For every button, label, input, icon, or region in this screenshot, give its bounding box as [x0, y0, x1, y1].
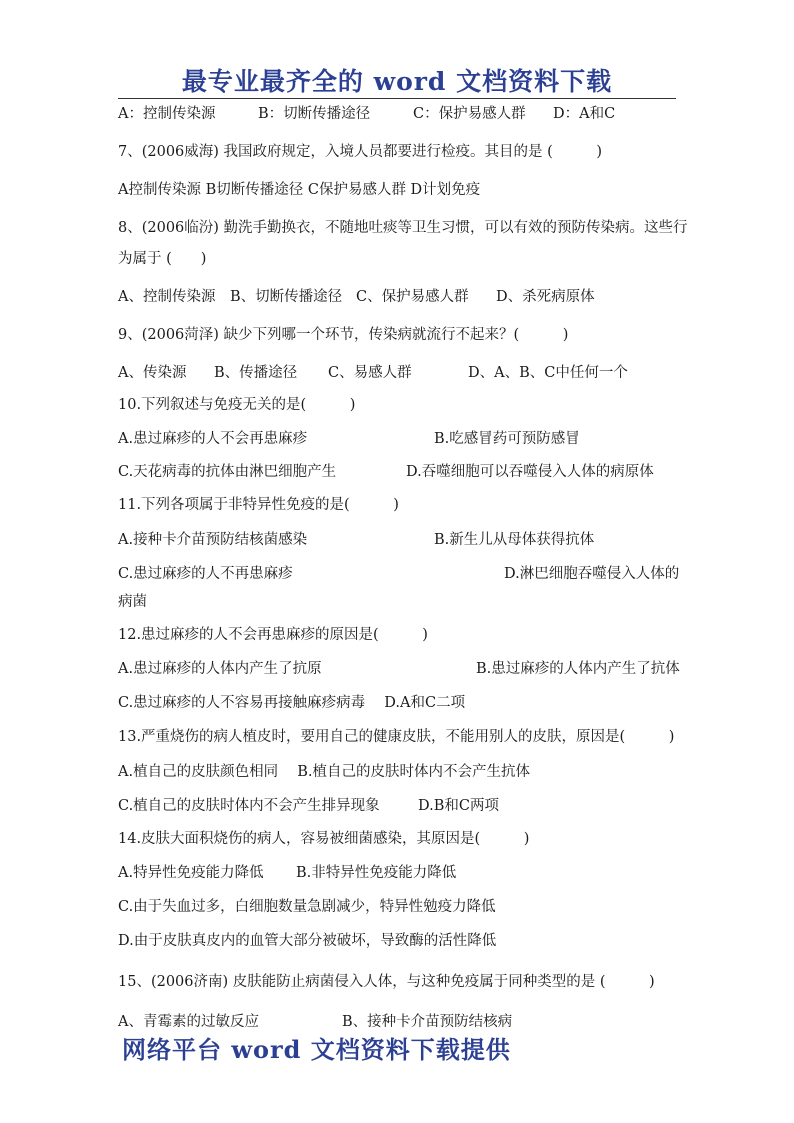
question-10: 10.下列叙述与免疫无关的是( ): [118, 397, 356, 413]
option-c: C、保护易感人群: [356, 289, 469, 305]
option-c: C.天花病毒的抗体由淋巴细胞产生: [118, 464, 337, 480]
q13-options-ab: A.植自己的皮肤颜色相同 B.植自己的皮肤时体内不会产生抗体: [118, 764, 530, 780]
question-15: 15、(2006济南) 皮肤能防止病菌侵入人体，与这种免疫属于同种类型的是 ( ): [118, 974, 655, 990]
option-b: B.非特异性免疫能力降低: [296, 865, 457, 881]
option-d: D：A和C: [553, 106, 616, 122]
question-11: 11.下列各项属于非特异性免疫的是( ): [118, 497, 399, 513]
option-c: C.患过麻疹的人不再患麻疹: [118, 566, 293, 582]
question-8-continued: 为属于 ( ): [118, 251, 207, 267]
question-7: 7、(2006威海) 我国政府规定，入境人员都要进行检疫。其目的是 ( ): [118, 144, 602, 160]
option-a: A.特异性免疫能力降低: [118, 865, 264, 881]
q12-options-cd: C.患过麻疹的人不容易再接触麻疹病毒 D.A和C二项: [118, 695, 466, 711]
option-d: D.吞噬细胞可以吞噬侵入人体的病原体: [406, 464, 654, 480]
option-c: C：保护易感人群: [413, 106, 526, 122]
option-a: A：控制传染源: [118, 106, 216, 122]
option-a: A、传染源: [118, 365, 187, 381]
option-d: D.淋巴细胞吞噬侵入人体的: [504, 566, 680, 582]
option-c: C.植自己的皮肤时体内不会产生排异现象: [118, 798, 380, 814]
option-b: B：切断传播途径: [258, 106, 371, 122]
option-d: D.B和C两项: [418, 798, 499, 814]
question-8: 8、(2006临汾) 勤洗手勤换衣，不随地吐痰等卫生习惯，可以有效的预防传染病。这些行: [118, 220, 688, 236]
option-b: B.患过麻疹的人体内产生了抗体: [476, 661, 680, 677]
option-c: C、易感人群: [328, 365, 412, 381]
q7-options: A控制传染源 B切断传播途径 C保护易感人群 D计划免疫: [118, 182, 481, 198]
question-9: 9、(2006菏泽) 缺少下列哪一个环节，传染病就流行不起来？( ): [118, 327, 569, 343]
q14-option-c: C.由于失血过多，白细胞数量急剧减少，特异性勉疫力降低: [118, 899, 496, 915]
header-divider: [118, 98, 676, 99]
option-b: B、传播途径: [214, 365, 298, 381]
page-header-title: 最专业最齐全的 word 文档资料下载: [181, 67, 613, 96]
option-a: A.患过麻疹的人体内产生了抗原: [118, 661, 322, 677]
option-a: A、控制传染源: [118, 289, 216, 305]
option-b: B.吃感冒药可预防感冒: [434, 431, 580, 447]
option-b: B、接种卡介苗预防结核病: [342, 1014, 513, 1030]
option-d: D、A、B、C中任何一个: [468, 365, 628, 381]
q14-option-d: D.由于皮肤真皮内的血管大部分被破坏，导致酶的活性降低: [118, 933, 497, 949]
option-b: B、切断传播途径: [230, 289, 343, 305]
question-12: 12.患过麻疹的人不会再患麻疹的原因是( ): [118, 627, 428, 643]
question-13: 13.严重烧伤的病人植皮时，要用自己的健康皮肤，不能用别人的皮肤，原因是( ): [118, 729, 675, 745]
option-a: A、青霉素的过敏反应: [118, 1014, 259, 1030]
page-footer-title: 网络平台 word 文档资料下载提供: [122, 1035, 511, 1064]
question-14: 14.皮肤大面积烧伤的病人，容易被细菌感染，其原因是( ): [118, 831, 530, 847]
option-b: B.新生儿从母体获得抗体: [434, 532, 595, 548]
q11-option-d-continued: 病菌: [118, 594, 147, 610]
option-a: A.患过麻疹的人不会再患麻疹: [118, 431, 308, 447]
option-a: A.接种卡介苗预防结核菌感染: [118, 532, 308, 548]
option-d: D、杀死病原体: [496, 289, 595, 305]
